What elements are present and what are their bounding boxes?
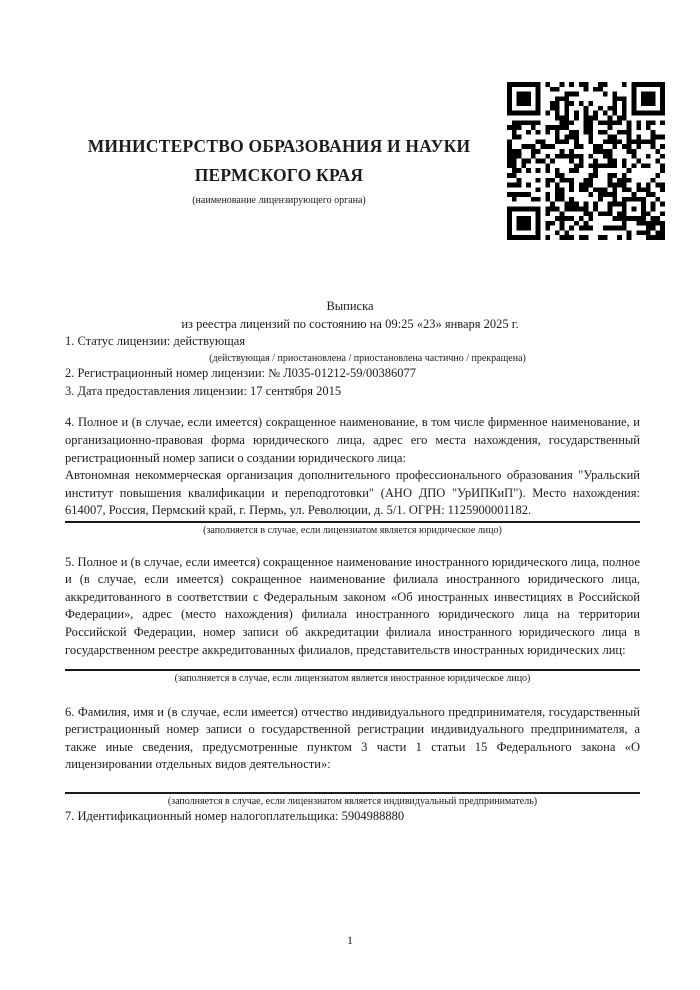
document-body [0,333,700,826]
item-legal-entity-answer: Автономная некоммерческая организация дополнительного профессионального образования "Уральский институт повышения квалификации и переподготовки" (АНО ДПО "УрИПКиП"). Место нахождения: 614007, Россия, Пермский край, г. Пермь, ул. Революции, д. 5/1. ОГРН: 1125900001182. [65,468,640,518]
item-foreign-entity-caption: (заполняется в случае, если лицензиатом является иностранное юридическое лицо) [174,673,531,685]
fill-line-legal-entity [65,521,640,523]
licensing-authority-block [65,82,507,208]
item-registration-number: 2. Регистрационный номер лицензии: № Л035-01212-59/00386077 [65,366,416,381]
item-legal-entity [65,414,640,537]
item-taxpayer-number: 7. Идентификационный номер налогоплательщика: 5904988880 [65,809,405,824]
item-license-status-caption: (действующая / приостановлена / приостановлена частично / прекращена) [209,352,526,364]
ministry-name-line2: ПЕРМСКОГО КРАЯ [194,165,364,185]
item-license-status: 1. Статус лицензии: действующая [65,334,246,349]
item-foreign-entity-question: 5. Полное и (в случае, если имеется) сокращенное наименование иностранного юридического лица, полное и (в случае, если имеется) сокращенное наименование филиала иностранного юридического лица, аккредитованного в соответствии с Федеральным законом «Об иностранных инвестициях в Российской Федерации», адрес (место нахождения) филиала иностранного юридического лица на территории Российской Федерации, номер записи об аккредитации филиала иностранного юридического лица в государственном реестре аккредитованных филиалов, представительств иностранных юридических лиц: [65,554,640,657]
item-individual-entrepreneur-caption: (заполняется в случае, если лицензиатом является индивидуальный предприниматель) [167,795,538,807]
document-title [0,298,700,333]
fill-line-individual-entrepreneur [65,792,640,794]
item-grant-date: 3. Дата предоставления лицензии: 17 сентября 2015 [65,383,342,398]
item-legal-entity-caption: (заполняется в случае, если лицензиатом является юридическое лицо) [203,525,502,537]
qr-code-icon [507,82,665,240]
fill-line-foreign-entity [65,669,640,671]
licensing-authority-caption: (наименование лицензирующего органа) [192,195,366,206]
item-individual-entrepreneur [65,704,640,809]
item-legal-entity-question: 4. Полное и (в случае, если имеется) сокращенное наименование, в том числе фирменное наименование, и организационно-правовая форма юридического лица, адрес его места нахождения, государственный регистрационный номер записи о создании юридического лица: [65,415,640,465]
ministry-name-line1: МИНИСТЕРСТВО ОБРАЗОВАНИЯ И НАУКИ [87,136,471,156]
document-title-line1: Выписка [326,299,374,313]
page-number: 1 [347,933,353,947]
item-foreign-entity [65,554,640,686]
document-title-line2: из реестра лицензий по состоянию на 09:25 «23» января 2025 г. [181,316,519,331]
item-individual-entrepreneur-question: 6. Фамилия, имя и (в случае, если имеется) отчество индивидуального предпринимателя, государственный регистрационный номер записи о государственной регистрации индивидуального предпринимателя, а также иные сведения, предусмотренные пунктом 3 части 1 статьи 15 Федерального закона «О лицензировании отдельных видов деятельности»: [65,704,640,772]
document-header [0,0,700,240]
